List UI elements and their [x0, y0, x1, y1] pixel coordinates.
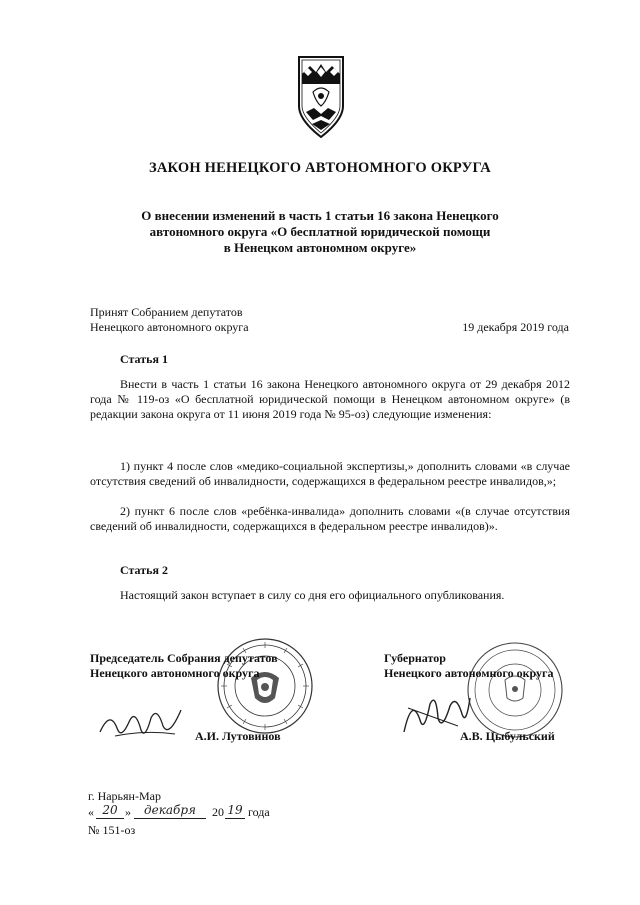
date-month: декабря: [134, 803, 206, 819]
article-2-text: Настоящий закон вступает в силу со дня его официального опубликования.: [120, 588, 505, 602]
article-1-item-text: 2) пункт 6 после слов «ребёнка-инвалида» дополнить словами «(в случае отсутствия сведений об инвалидности, содержащихся в федеральном реестре инвалидов)».: [90, 504, 570, 533]
law-title: ЗАКОН НЕНЕЦКОГО АВТОНОМНОГО ОКРУГА: [149, 160, 491, 176]
article-1-item-2: [90, 504, 570, 534]
subtitle-line: в Ненецком автономном округе»: [223, 240, 417, 255]
left-signer-title-2: Ненецкого автономного округа: [90, 666, 260, 680]
adoption-line-1: Принят Собранием депутатов: [90, 305, 243, 319]
date-year-suffix: 19: [225, 803, 245, 819]
left-signer-name: А.И. Лутовинов: [195, 729, 281, 743]
subtitle-line: О внесении изменений в часть 1 статьи 16 закона Ненецкого: [141, 208, 499, 223]
governor-seal-stamp-icon: [465, 640, 565, 740]
signature-left-icon: [95, 700, 190, 745]
article-1-item-1: [90, 459, 570, 489]
city: г. Нарьян-Мар: [88, 789, 161, 803]
date-suffix: года: [248, 805, 270, 819]
article-1-intro-text: Внести в часть 1 статьи 16 закона Ненецкого автономного округа от 29 декабря 2012 года № 119-оз «О бесплатной юридической помощи в Ненецком автономном округе» (в редакции закона округа от 11 июня 2019 года № 95-оз) следующие изменения:: [90, 377, 570, 421]
right-signer-title-2: Ненецкого автономного округа: [384, 666, 554, 680]
right-signer-name: А.В. Цыбульский: [460, 729, 555, 743]
law-subtitle: [95, 208, 545, 256]
right-signer-title-1: Губернатор: [384, 651, 446, 665]
article-1-item-text: 1) пункт 4 после слов «медико-социальной экспертизы,» дополнить словами «в случае отсутствия сведений об инвалидности, содержащихся в федеральном реестре инвалидов,»;: [90, 459, 570, 488]
article-1-intro: [90, 377, 570, 422]
date-year-prefix: 20: [212, 805, 224, 819]
adoption-line-2: Ненецкого автономного округа: [90, 320, 249, 334]
left-signer-title-1: Председатель Собрания депутатов: [90, 651, 278, 665]
date-day: 20: [96, 803, 124, 819]
law-number: № 151-оз: [88, 823, 136, 837]
adoption-date: 19 декабря 2019 года: [462, 320, 569, 334]
article-2-heading: Статья 2: [120, 563, 168, 577]
signing-date: « 20 » декабря 20 19 года: [88, 803, 270, 819]
subtitle-line: автономного округа «О бесплатной юридической помощи: [149, 224, 491, 239]
article-1-heading: Статья 1: [120, 352, 168, 366]
emblem-icon: [296, 54, 346, 140]
